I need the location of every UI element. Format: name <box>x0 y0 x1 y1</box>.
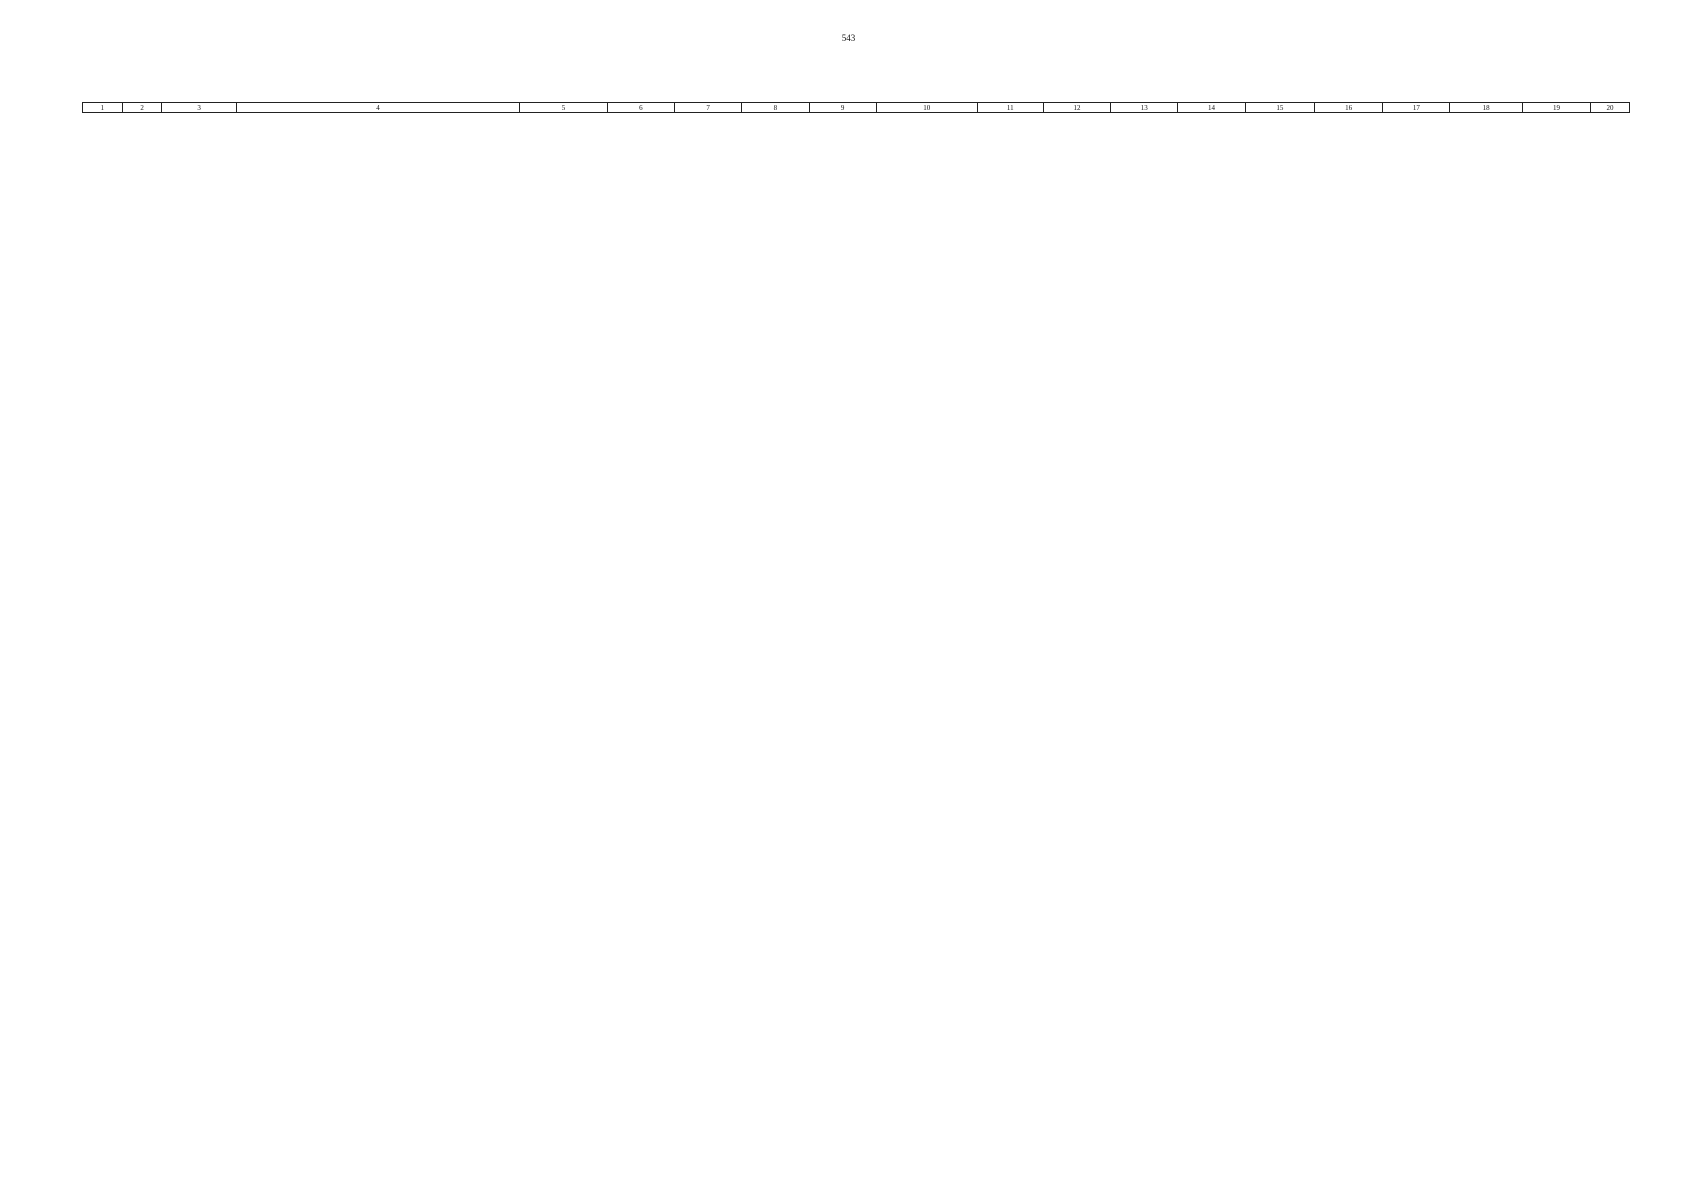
column-header-6: 6 <box>607 103 674 113</box>
column-header-11: 11 <box>977 103 1043 113</box>
column-header-3: 3 <box>162 103 236 113</box>
table-header <box>83 103 1630 113</box>
column-header-15: 15 <box>1245 103 1314 113</box>
column-header-12: 12 <box>1043 103 1110 113</box>
column-header-19: 19 <box>1522 103 1590 113</box>
column-header-1: 1 <box>83 103 123 113</box>
column-header-10: 10 <box>876 103 977 113</box>
column-header-20: 20 <box>1591 103 1630 113</box>
column-header-5: 5 <box>520 103 608 113</box>
column-header-7: 7 <box>675 103 742 113</box>
column-header-16: 16 <box>1314 103 1382 113</box>
column-header-2: 2 <box>122 103 162 113</box>
page-number: 543 <box>841 33 856 43</box>
registry-table <box>82 102 1630 113</box>
column-number-row <box>83 103 1630 113</box>
column-header-13: 13 <box>1111 103 1178 113</box>
column-header-4: 4 <box>236 103 519 113</box>
column-header-18: 18 <box>1450 103 1522 113</box>
column-header-14: 14 <box>1178 103 1245 113</box>
column-header-8: 8 <box>742 103 809 113</box>
column-header-17: 17 <box>1383 103 1450 113</box>
column-header-9: 9 <box>809 103 876 113</box>
